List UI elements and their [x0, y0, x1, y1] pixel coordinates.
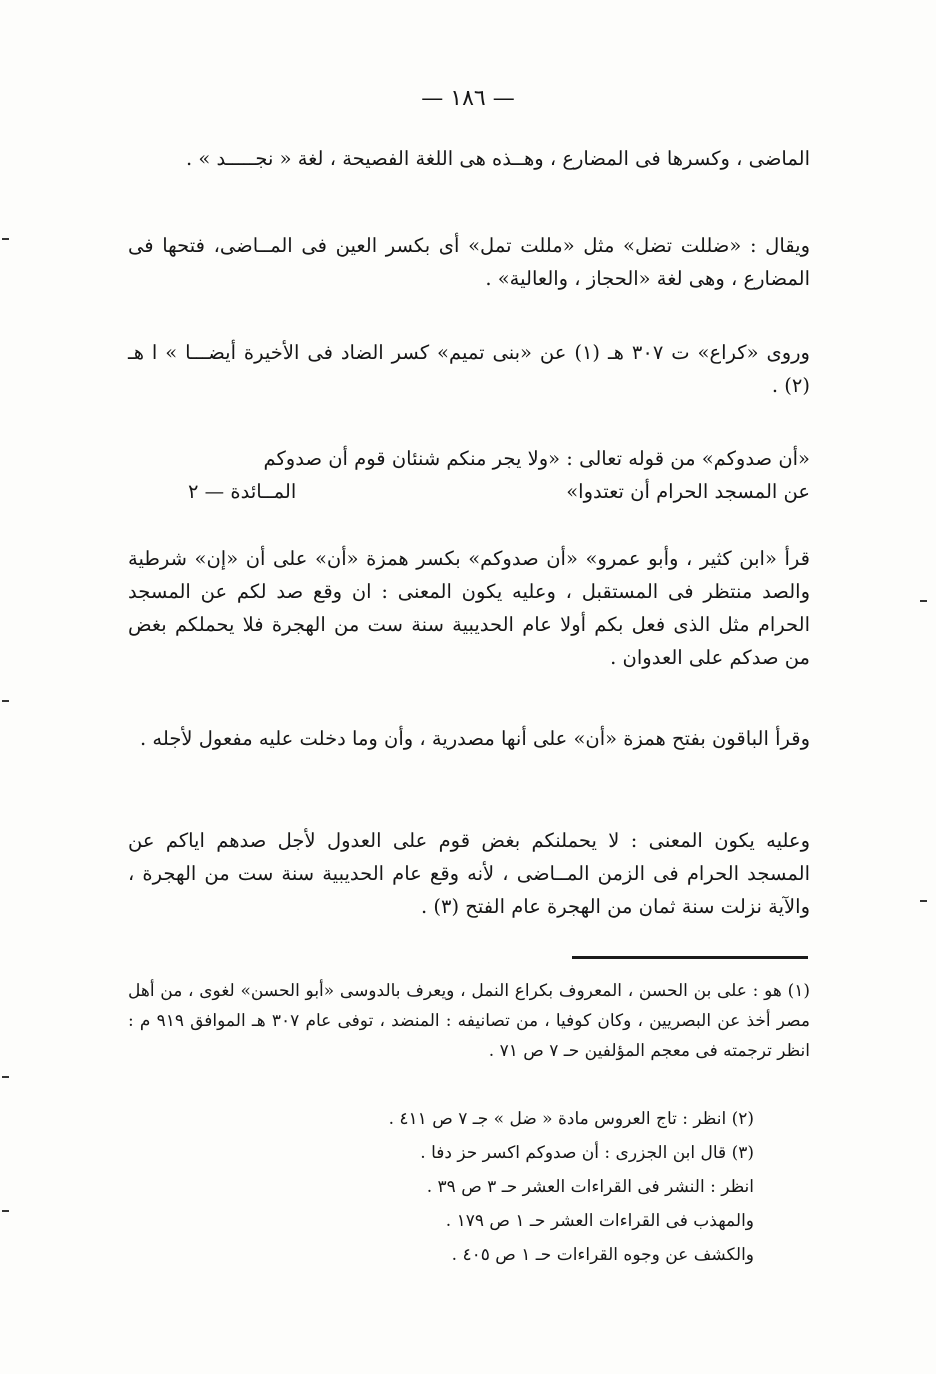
scan-mark: [920, 900, 927, 902]
scan-mark: [2, 700, 9, 702]
paragraph-1: [128, 142, 810, 175]
paragraph-6: [128, 824, 810, 923]
scan-mark: [2, 238, 9, 240]
quote-continuation: عن المسجد الحرام أن تعتدوا»: [566, 480, 810, 503]
paragraph-text: وعليه يكون المعنى : لا يحملنكم بغض قوم على العدول لأجل صدهم اياكم عن المسجد الحرام فى الزمن المــاضى ، لأنه وقع عام الحديبية سنة ست من الهجرة ، والآية نزلت سنة ثمان من الهجرة عام الفتح (٣) .: [128, 829, 810, 918]
paragraph-text: وقرأ الباقون بفتح همزة «أن» على أنها مصدرية ، وأن وما دخلت عليه مفعول لأجله .: [140, 727, 810, 750]
paragraph-text: قرأ «ابن كثير ، وأبو عمرو» «أن صدوكم» بكسر همزة «أن» على أن «إن» شرطية والصد منتظر فى المستقبل ، وعليه يكون المعنى : ان وقع صد لكم عن المسجد الحرام مثل الذى فعل بكم أولا عام الحديبية سنة ست من الهجرة فلا يحملكم بغض من صدكم على العدوان .: [128, 547, 810, 669]
footnote-source: انظر : النشر فى القراءات العشر حـ ٣ ص ٣٩ .: [426, 1177, 754, 1197]
quote-heading: [128, 442, 810, 475]
scan-mark: [920, 600, 927, 602]
footnote-1: (١) هو : على بن الحسن ، المعروف بكراع النمل ، ويعرف بالدوسى «أبو الحسن» لغوى ، من أهل مصر أخذ عن البصريين ، وكان كوفيا ، من تصانيفه : المنضد ، توفى عام ٣٠٧ هـ الموافق ٩١٩ م : انظر ترجمته فى معجم المؤلفين حـ ٧ ص ٧١ .: [128, 981, 810, 1061]
footnote-2: (٢) انظر : تاج العروس مادة « ضل » جـ ٧ ص ٤١١ .: [388, 1109, 754, 1129]
paragraph-5: [128, 722, 810, 755]
footnote-source: والمهذب فى القراءات العشر حـ ١ ص ١٧٩ .: [445, 1211, 754, 1231]
footnote-divider: [572, 956, 808, 959]
paragraph-text: ويقال : «ضللت تضل» مثل «مللت تمل» أى بكسر العين فى المــاضى، فتحها فى المضارع ، وهى لغة «الحجاز ، والعالية» .: [128, 234, 810, 290]
scan-mark: [2, 1210, 9, 1212]
footnote-3: (٣) قال ابن الجزرى : أن صدوكم اكسر حز دفا .: [420, 1143, 754, 1163]
footnote-list: [154, 1102, 754, 1272]
scan-mark: [2, 1076, 9, 1078]
quote-text: «أن صدوكم» من قوله تعالى : «ولا يجر منكم شنئان قوم أن صدوكم: [263, 447, 810, 470]
paragraph-text: وروى «كراع» ت ٣٠٧ هـ (١) عن «بنى تميم» كسر الضاد فى الأخيرة أيضـــا » ا هـ (٢) .: [128, 341, 810, 397]
paragraph-2: [128, 229, 810, 295]
quote-line: [128, 475, 810, 508]
paragraph-text: الماضى ، وكسرها فى المضارع ، وهــذه هى اللغة الفصيحة ، لغة « نجـــــد » .: [186, 147, 810, 170]
footnote-source: والكشف عن وجوه القراءات حـ ١ ص ٤٠٥ .: [451, 1245, 754, 1265]
paragraph-4: [128, 542, 810, 674]
page-number: — ١٨٦ —: [421, 86, 515, 111]
paragraph-3: [128, 336, 810, 402]
surah-reference: المــائدة — ٢: [188, 480, 297, 503]
